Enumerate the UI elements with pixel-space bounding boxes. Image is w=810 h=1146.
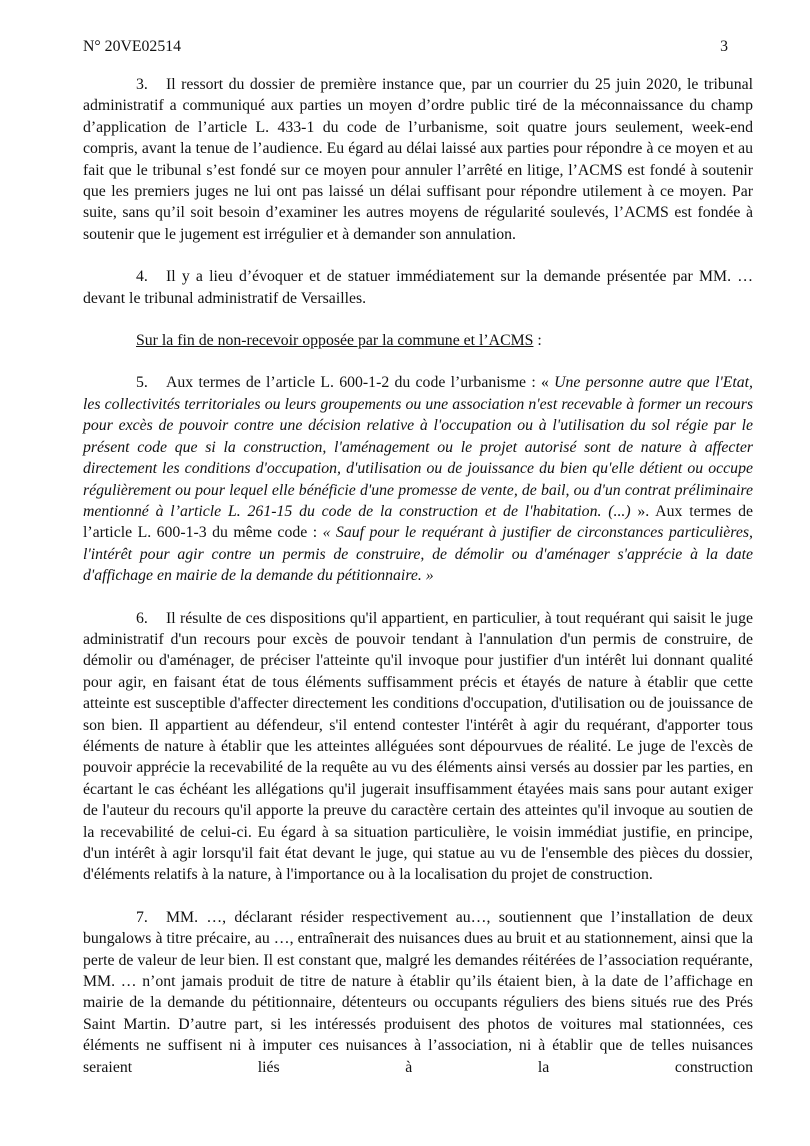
paragraph-4-text: Il y a lieu d’évoquer et de statuer immédiatement sur la demande présentée par MM. … devant le tribunal administratif de Versailles. [83, 268, 753, 307]
section-heading-suffix: : [533, 332, 542, 350]
paragraph-6-text: Il résulte de ces dispositions qu'il appartient, en particulier, à tout requérant qui saisit le juge administratif d'un recours pour excès de pouvoir tendant à l'annulation d'un permis de construire, de démolir ou d'aménager, de préciser l'atteinte qu'il invoque pour justifier d'un intérêt lui donnant qualité pour agir, en faisant état de tous éléments suffisamment précis et étayés de nature à établir que cette atteinte est susceptible d'affecter directement les conditions d'occupation, d'utilisation ou de jouissance de son bien. Il appartient au défendeur, s'il entend contester l'intérêt à agir du requérant, d'apporter tous éléments de nature à établir que les atteintes alléguées sont dépourvues de réalité. Le juge de l'excès de pouvoir apprécie la recevabilité de la requête au vu des éléments ainsi versés au dossier par les parties, en écartant le cas échéant les allégations qu'il jugerait insuffisamment étayées mais sans pour autant exiger de l'auteur du recours qu'il apporte la preuve du caractère certain des atteintes qu'il invoque au soutien de la recevabilité de celui-ci. Eu égard à sa situation particulière, le voisin immédiat justifie, en principe, d'un intérêt à agir lorsqu'il fait état devant le juge, qui statue au vu de l'ensemble des pièces du dossier, d'éléments relatifs à la nature, à l'importance ou à la localisation du projet de construction. [83, 609, 753, 884]
paragraph-3-text: Il ressort du dossier de première instance que, par un courrier du 25 juin 2020, le tribunal administratif a communiqué aux parties un moyen d’ordre public tiré de la méconnaissance du champ d’application de l’article L. 433-1 du code de l’urbanisme, soit quatre jours seulement, week-end compris, avant la tenue de l’audience. Eu égard au délai laissé aux parties pour répondre à ce moyen et au fait que le tribunal s’est fondé sur ce moyen pour annuler l’arrêté en litige, l’ACMS est fondé à soutenir que les premiers juges ne lui ont pas laissé un délai suffisant pour répondre utilement à ce moyen. Par suite, sans qu’il soit besoin d’examiner les autres moyens de régularité soulevés, l’ACMS est fondée à soutenir que le jugement est irrégulier et à demander son annulation. [83, 76, 753, 243]
section-heading [83, 330, 753, 351]
paragraph-5-quote-1: Une personne autre que l'Etat, les collectivités territoriales ou leurs groupements ou une association n'est recevable à former un recours pour excès de pouvoir contre une décision relative à l'occupation ou à l'utilisation du sol régie par le présent code que si la construction, l'aménagement ou le projet autorisé sont de nature à affecter directement les conditions d'occupation, d'utilisation ou de jouissance du bien qu'elle détient ou occupe régulièrement ou pour lequel elle bénéficie d'une promesse de vente, de bail, ou d'un contrat préliminaire mentionné à l’article L. 261-15 du code de la construction et de l'habitation. (...) [83, 374, 753, 520]
paragraph-6-number: 6. [136, 609, 148, 627]
paragraph-3 [83, 74, 753, 245]
case-number: N° 20VE02514 [83, 38, 182, 55]
paragraph-5-number: 5. [136, 374, 148, 392]
paragraph-4 [83, 266, 753, 309]
paragraph-7-number: 7. [136, 908, 148, 926]
paragraph-5 [83, 372, 753, 586]
page-header [83, 36, 753, 58]
paragraph-7-text: MM. …, déclarant résider respectivement au…, soutiennent que l’installation de deux bungalows à titre précaire, au …, entraînerait des nuisances dues au bruit et au stationnement, ainsi que la perte de valeur de leur bien. Il est constant que, malgré les demandes réitérées de l’association requérante, MM. … n’ont jamais produit de titre de nature à établir qu’ils étaient bien, à la date de l’affichage en mairie de la demande du pétitionnaire, détenteurs ou occupants réguliers des biens situés rue des Prés Saint Martin. D’autre part, si les intéressés produisent des photos de voitures mal stationnées, ces éléments ne suffisent ni à imputer ces nuisances à l’association, ni à établir que de telles nuisances seraient liés à la construction [83, 908, 753, 1076]
document-body [83, 74, 753, 1078]
paragraph-5-quote-2: « Sauf pour le requérant à justifier de circonstances particulières, l'intérêt pour agir contre un permis de construire, de démolir ou d'aménager s'apprécie à la date d'affichage en mairie de la demande du pétitionnaire. » [83, 524, 753, 585]
paragraph-4-number: 4. [136, 268, 148, 286]
section-heading-text: Sur la fin de non-recevoir opposée par la commune et l’ACMS [136, 332, 534, 350]
paragraph-6 [83, 608, 753, 886]
page-number: 3 [720, 38, 728, 55]
paragraph-3-number: 3. [136, 76, 148, 93]
paragraph-5-mid: ». Aux termes de l’article L. 600-1-3 du même code : [83, 502, 754, 542]
paragraph-7 [83, 907, 753, 1078]
paragraph-5-intro: Aux termes de l’article L. 600-1-2 du code l’urbanisme : « [166, 374, 555, 392]
